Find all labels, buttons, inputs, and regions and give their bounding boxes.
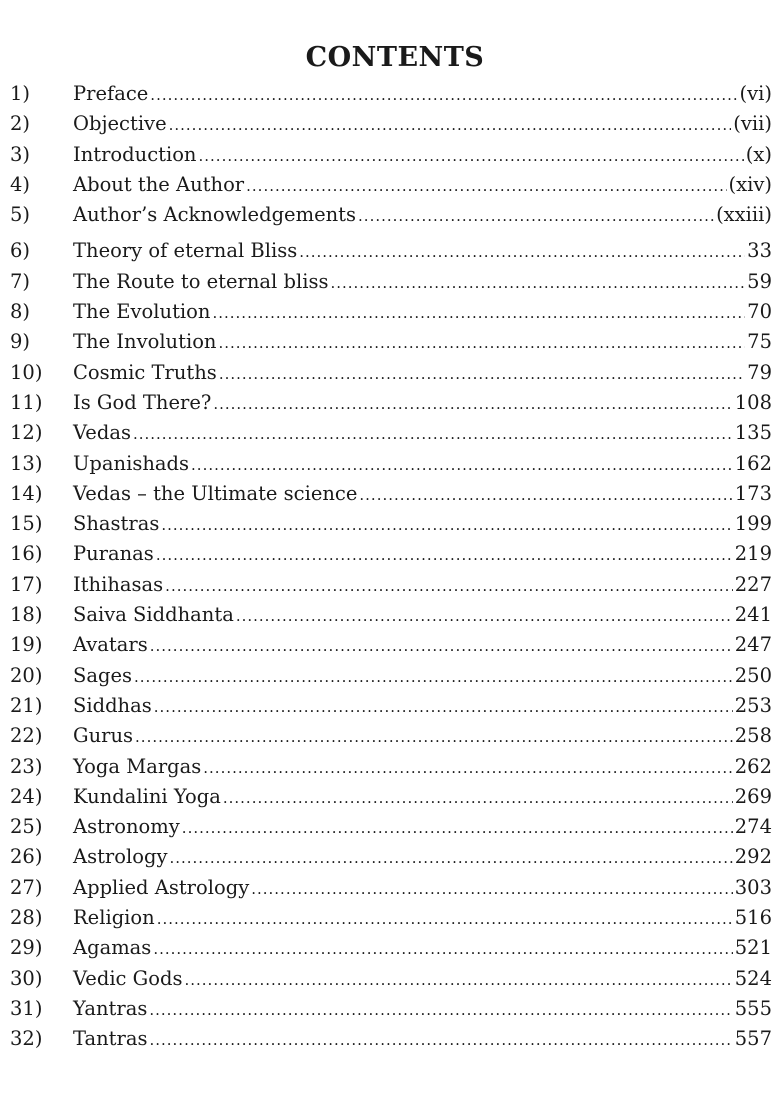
entry-title: Astrology: [73, 845, 168, 869]
entry-page: 258: [734, 724, 772, 748]
entry-title: Vedas – the Ultimate science: [73, 481, 358, 505]
dot-leader: [135, 724, 733, 747]
dot-leader: [150, 82, 737, 105]
toc-entry: [10, 143, 772, 173]
entry-title: Upanishads: [73, 451, 190, 475]
toc-entry: [10, 967, 772, 997]
entry-title: Tantras: [73, 1027, 148, 1051]
dot-leader: [251, 876, 733, 899]
dot-leader: [133, 421, 733, 444]
entry-page: 219: [734, 542, 772, 566]
dot-leader: [219, 361, 745, 384]
entry-title: Ithihasas: [73, 572, 164, 596]
entry-title: Yoga Margas: [73, 754, 202, 778]
dot-leader: [150, 633, 733, 656]
entry-title: Author’s Acknowledgements: [73, 203, 357, 227]
entry-page: 247: [734, 633, 772, 657]
entry-page: 227: [734, 572, 772, 596]
entry-title: Introduction: [73, 142, 197, 166]
entry-number: 5): [10, 203, 31, 227]
entry-page: 253: [734, 693, 772, 717]
entry-number: 2): [10, 112, 31, 136]
entry-page: 557: [734, 1027, 772, 1051]
entry-title: Theory of eternal Bliss: [73, 239, 298, 263]
entry-page: (vii): [733, 112, 772, 136]
entry-number: 15): [10, 512, 43, 536]
dot-leader: [223, 785, 733, 808]
dot-leader: [246, 173, 726, 196]
dot-leader: [157, 906, 733, 929]
entry-title: Saiva Siddhanta: [73, 603, 234, 627]
entry-title: Gurus: [73, 724, 134, 748]
dot-leader: [149, 1027, 732, 1050]
entry-number: 16): [10, 542, 43, 566]
toc-entry: [10, 997, 772, 1027]
entry-page: 269: [734, 784, 772, 808]
entry-title: Cosmic Truths: [73, 360, 217, 384]
entry-page: 521: [734, 936, 772, 960]
dot-leader: [182, 815, 733, 838]
contents-list: [10, 82, 772, 1058]
dot-leader: [149, 997, 732, 1020]
entry-title: Shastras: [73, 512, 160, 536]
entry-page: (xxiii): [716, 203, 772, 227]
entry-page: 516: [734, 906, 772, 930]
entry-title: About the Author: [73, 172, 245, 196]
toc-entry: [10, 542, 772, 572]
entry-number: 30): [10, 966, 43, 990]
dot-leader: [299, 239, 745, 262]
entry-number: 32): [10, 1027, 43, 1051]
entry-number: 11): [10, 390, 43, 414]
entry-page: 135: [734, 421, 772, 445]
entry-number: 6): [10, 239, 31, 263]
dot-leader: [134, 664, 733, 687]
toc-entry: [10, 82, 772, 112]
dot-leader: [165, 573, 733, 596]
entry-number: 4): [10, 172, 31, 196]
entry-title: Avatars: [73, 633, 148, 657]
toc-entry: [10, 815, 772, 845]
entry-number: 28): [10, 906, 43, 930]
entry-title: The Evolution: [73, 300, 211, 324]
entry-page: (x): [745, 142, 772, 166]
toc-entry: [10, 664, 772, 694]
entry-title: The Route to eternal bliss: [73, 269, 329, 293]
entry-title: The Involution: [73, 330, 217, 354]
entry-title: Applied Astrology: [73, 875, 250, 899]
entry-number: 23): [10, 754, 43, 778]
toc-entry: [10, 724, 772, 754]
toc-entry: [10, 573, 772, 603]
dot-leader: [358, 203, 714, 226]
entry-number: 29): [10, 936, 43, 960]
dot-leader: [154, 694, 733, 717]
toc-entry: [10, 203, 772, 233]
entry-page: 108: [734, 390, 772, 414]
dot-leader: [212, 300, 745, 323]
entry-number: 10): [10, 360, 43, 384]
entry-title: Vedas: [73, 421, 131, 445]
toc-entry: [10, 1027, 772, 1057]
entry-page: 79: [747, 360, 772, 384]
entry-page: 250: [734, 663, 772, 687]
dot-leader: [191, 452, 733, 475]
dot-leader: [359, 482, 732, 505]
entry-page: (xiv): [728, 172, 772, 196]
entry-number: 9): [10, 330, 31, 354]
toc-entry: [10, 482, 772, 512]
entry-page: (vi): [739, 82, 772, 105]
toc-entry: [10, 906, 772, 936]
dot-leader: [330, 270, 745, 293]
toc-entry: [10, 239, 772, 269]
toc-entry: [10, 603, 772, 633]
entry-title: Is God There?: [73, 390, 212, 414]
entry-page: 241: [734, 603, 772, 627]
toc-entry: [10, 633, 772, 663]
entry-number: 14): [10, 481, 43, 505]
entry-title: Kundalini Yoga: [73, 784, 221, 808]
entry-number: 3): [10, 142, 31, 166]
dot-leader: [169, 112, 732, 135]
dot-leader: [213, 391, 732, 414]
toc-entry: [10, 936, 772, 966]
toc-entry: [10, 845, 772, 875]
entry-number: 19): [10, 633, 43, 657]
entry-title: Preface: [73, 82, 149, 105]
entry-title: Siddhas: [73, 693, 152, 717]
entry-number: 25): [10, 815, 43, 839]
dot-leader: [219, 330, 746, 353]
toc-entry: [10, 876, 772, 906]
entry-number: 26): [10, 845, 43, 869]
entry-number: 12): [10, 421, 43, 445]
toc-entry: [10, 361, 772, 391]
entry-title: Vedic Gods: [73, 966, 183, 990]
entry-page: 33: [747, 239, 772, 263]
entry-page: 162: [734, 451, 772, 475]
dot-leader: [199, 143, 744, 166]
entry-number: 1): [10, 82, 31, 105]
toc-entry: [10, 391, 772, 421]
entry-title: Sages: [73, 663, 133, 687]
entry-page: 274: [734, 815, 772, 839]
entry-title: Agamas: [73, 936, 152, 960]
entry-page: 524: [734, 966, 772, 990]
entry-number: 22): [10, 724, 43, 748]
toc-entry: [10, 785, 772, 815]
toc-entry: [10, 755, 772, 785]
entry-page: 75: [747, 330, 772, 354]
entry-title: Religion: [73, 906, 155, 930]
entry-page: 199: [734, 512, 772, 536]
toc-entry: [10, 270, 772, 300]
entry-number: 17): [10, 572, 43, 596]
entry-page: 555: [734, 996, 772, 1020]
dot-leader: [184, 967, 732, 990]
entry-page: 173: [734, 481, 772, 505]
entry-title: Yantras: [73, 996, 148, 1020]
entry-number: 24): [10, 784, 43, 808]
entry-number: 7): [10, 269, 31, 293]
entry-number: 27): [10, 875, 43, 899]
toc-entry: [10, 512, 772, 542]
entry-number: 13): [10, 451, 43, 475]
entry-title: Objective: [73, 112, 167, 136]
entry-number: 31): [10, 996, 43, 1020]
toc-entry: [10, 421, 772, 451]
entry-title: Puranas: [73, 542, 154, 566]
entry-page: 292: [734, 845, 772, 869]
entry-page: 262: [734, 754, 772, 778]
dot-leader: [203, 755, 733, 778]
entry-number: 21): [10, 693, 43, 717]
entry-number: 18): [10, 603, 43, 627]
dot-leader: [236, 603, 733, 626]
dot-leader: [156, 542, 733, 565]
dot-leader: [169, 845, 732, 868]
entry-number: 8): [10, 300, 31, 324]
entry-page: 303: [734, 875, 772, 899]
entry-number: 20): [10, 663, 43, 687]
dot-leader: [153, 936, 732, 959]
toc-entry: [10, 694, 772, 724]
entry-title: Astronomy: [73, 815, 180, 839]
entry-page: 70: [747, 300, 772, 324]
toc-entry: [10, 173, 772, 203]
entry-page: 59: [747, 269, 772, 293]
toc-entry: [10, 300, 772, 330]
dot-leader: [161, 512, 732, 535]
toc-entry: [10, 452, 772, 482]
page-title: CONTENTS: [305, 42, 485, 73]
toc-entry: [10, 112, 772, 142]
toc-entry: [10, 330, 772, 360]
